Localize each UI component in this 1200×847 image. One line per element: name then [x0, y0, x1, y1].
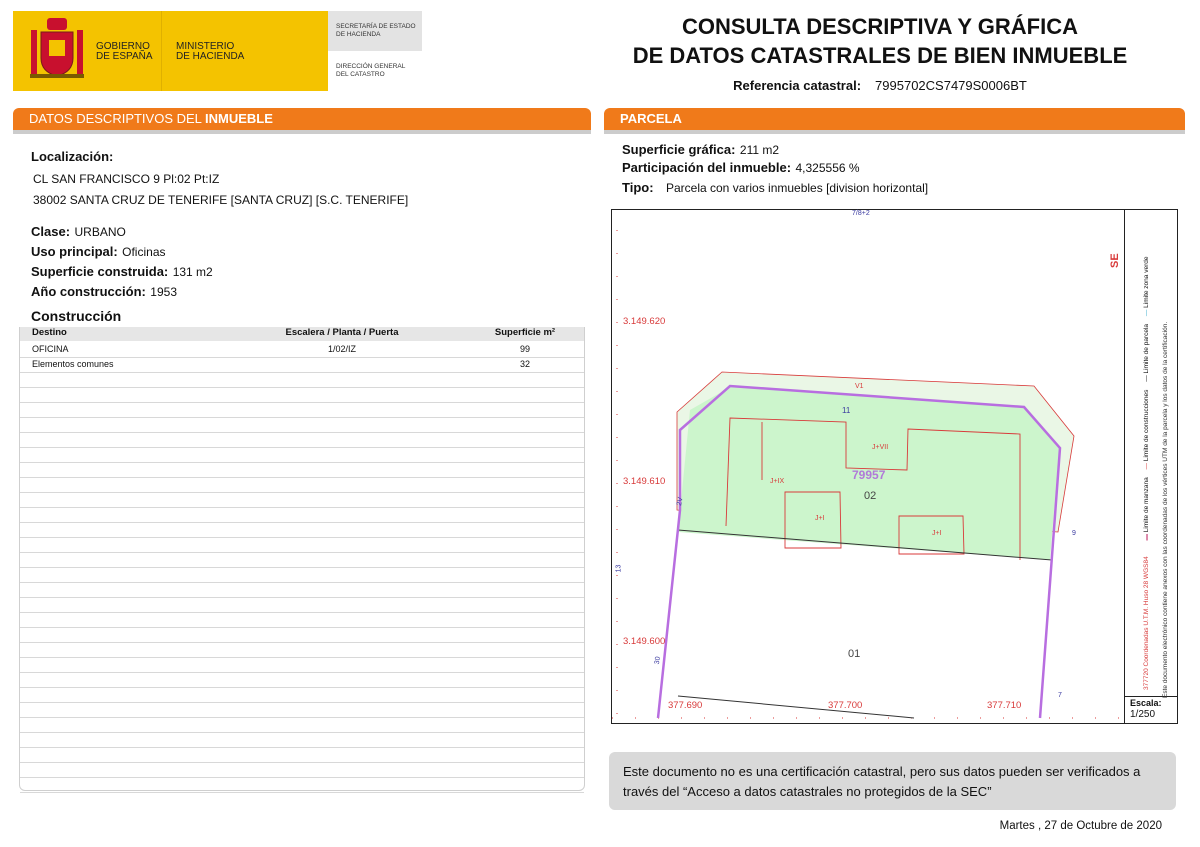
clase-row: Clase: URBANO: [31, 224, 126, 239]
table-row: [20, 657, 584, 673]
table-row: [20, 762, 584, 778]
table-row: [20, 687, 584, 703]
col-superficie: Superficie m²: [494, 327, 556, 338]
escala-value: 1/250: [1130, 709, 1156, 720]
parcel-number: 79957: [852, 468, 886, 482]
table-row: [20, 522, 584, 538]
x-label: 377.690: [668, 700, 703, 711]
subparcel-02: 02: [864, 490, 877, 502]
table-row: [20, 432, 584, 448]
table-row: [20, 477, 584, 493]
table-row: [20, 567, 584, 583]
map-label-jvii: J+VII: [872, 444, 889, 451]
direccion-label: DIRECCIÓN GENERAL DEL CATASTRO: [328, 51, 422, 91]
address-line2: 38002 SANTA CRUZ DE TENERIFE [SANTA CRUZ] [S.C. TENERIFE]: [33, 193, 409, 207]
sede-logo-icon: [1098, 240, 1128, 270]
map-label-jix: J+IX: [770, 478, 785, 485]
descriptivos-bar: DATOS DESCRIPTIVOS DEL INMUEBLE: [13, 108, 591, 130]
legend-manzana: ▬: [1143, 534, 1150, 541]
subparcel-01: 01: [848, 648, 861, 660]
legend-parcela-icon: —: [1143, 375, 1150, 382]
construccion-heading: Construcción: [31, 308, 122, 324]
legend-verde-icon: —: [1143, 309, 1150, 317]
table-cell-sup: 32: [519, 359, 530, 369]
localizacion-label: Localización:: [31, 149, 114, 164]
tipo-row: Tipo: Parcela con varios inmuebles [division horizontal]: [622, 180, 929, 195]
map-label-2v: 2V: [676, 496, 685, 507]
legend-item: Limite de construcciones: [1143, 389, 1150, 462]
table-row: [20, 777, 584, 793]
legend-item: Limite zona verde: [1143, 256, 1150, 308]
map-label-11: 11: [842, 406, 851, 415]
superficie-row: Superficie construida: 131 m2: [31, 264, 213, 279]
table-row: [20, 387, 584, 403]
coat-of-arms-icon: [27, 16, 87, 86]
legend-electronic-note: Este documento electrónico contiene anexos con las coordenadas de los vértices UTM de la parcela y los datos de la certificación.: [1162, 321, 1169, 698]
legend-items: [1141, 220, 1153, 690]
legend-divider: [1124, 210, 1125, 723]
table-cell-destino: Elementos comunes: [32, 359, 114, 369]
table-row: [20, 702, 584, 718]
x-label: 377.700: [828, 700, 863, 711]
referencia-catastral: [600, 78, 1160, 93]
legend-item: Limite de manzana: [1143, 477, 1150, 533]
table-header: [20, 327, 584, 341]
map-label-7: 7: [1058, 692, 1062, 699]
disclaimer-note: Este documento no es una certificación catastral, pero sus datos pueden ser verificados a través del “Acceso a datos catastrales no protegidos de la SEC”: [609, 752, 1176, 810]
table-row: [20, 417, 584, 433]
svg-text:SE: SE: [1109, 253, 1121, 268]
map-label-9: 9: [1072, 530, 1076, 537]
y-label: 3.149.610: [623, 476, 666, 487]
table-row: [20, 732, 584, 748]
page-title: CONSULTA DESCRIPTIVA Y GRÁFICA DE DATOS CATASTRALES DE BIEN INMUEBLE: [632, 14, 1128, 68]
map-label-13: 13: [615, 564, 623, 573]
bar-shadow: [604, 130, 1185, 134]
referencia-value: 7995702CS7479S0006BT: [875, 78, 1027, 93]
map-label-v1: V1: [855, 383, 864, 390]
table-row: [20, 582, 584, 598]
col-destino: Destino: [32, 327, 67, 338]
table-row: [20, 627, 584, 643]
table-row: [20, 717, 584, 733]
address-line1: CL SAN FRANCISCO 9 Pl:02 Pt:IZ: [33, 172, 220, 186]
table-cell-destino: OFICINA: [32, 344, 69, 354]
superficie-grafica-row: Superficie gráfica: 211 m2: [622, 142, 780, 157]
legend-coords: 377720 Coordenadas U.T.M. Huso 28 WGS84: [1143, 556, 1150, 690]
table-row: [20, 357, 584, 373]
escala-label: Escala:: [1130, 698, 1162, 708]
y-label: 3.149.620: [623, 316, 666, 327]
table-cell-sup: 99: [519, 344, 530, 354]
anio-row: Año construcción: 1953: [31, 284, 177, 299]
table-row: [20, 447, 584, 463]
map-label-ji: J+I: [932, 530, 942, 537]
table-row: [20, 372, 584, 388]
table-row: [20, 747, 584, 763]
ministerio-text: MINISTERIO DE HACIENDA: [176, 41, 245, 62]
table-row: [20, 612, 584, 628]
uso-row: Uso principal: Oficinas: [31, 244, 166, 259]
table-row: [20, 642, 584, 658]
table-cell-epp: 1/02/IZ: [327, 344, 356, 354]
y-label: 3.149.600: [623, 636, 666, 647]
map-label-ji: J+I: [815, 515, 825, 522]
table-row: [20, 402, 584, 418]
ministerio-logo: [161, 11, 329, 91]
table-row: [20, 537, 584, 553]
table-row: [20, 492, 584, 508]
map-top-label: 7/8+2: [852, 210, 870, 217]
cadastral-map: [611, 209, 1178, 724]
table-row: [20, 672, 584, 688]
participacion-row: Participación del inmueble: 4,325556 %: [622, 160, 860, 175]
bar-shadow: [13, 130, 591, 134]
document-date: Martes , 27 de Octubre de 2020: [999, 820, 1162, 832]
gobierno-text: GOBIERNO DE ESPAÑA: [96, 41, 153, 62]
parcela-bar: PARCELA: [604, 108, 1185, 130]
map-label-30: 30: [653, 656, 663, 665]
table-row: [20, 507, 584, 523]
x-label: 377.710: [987, 700, 1022, 711]
table-row: [20, 342, 584, 358]
table-row: [20, 462, 584, 478]
legend-item: Limite de parcela: [1143, 323, 1150, 374]
gobierno-logo: [13, 11, 161, 91]
secretaria-label: SECRETARÍA DE ESTADO DE HACIENDA: [328, 11, 422, 51]
map-drawing: [612, 210, 1177, 723]
legend-construcciones-icon: —: [1143, 462, 1150, 470]
table-row: [20, 552, 584, 568]
table-row: [20, 597, 584, 613]
referencia-label: Referencia catastral:: [733, 78, 862, 93]
col-epp: Escalera / Planta / Puerta: [285, 327, 399, 338]
